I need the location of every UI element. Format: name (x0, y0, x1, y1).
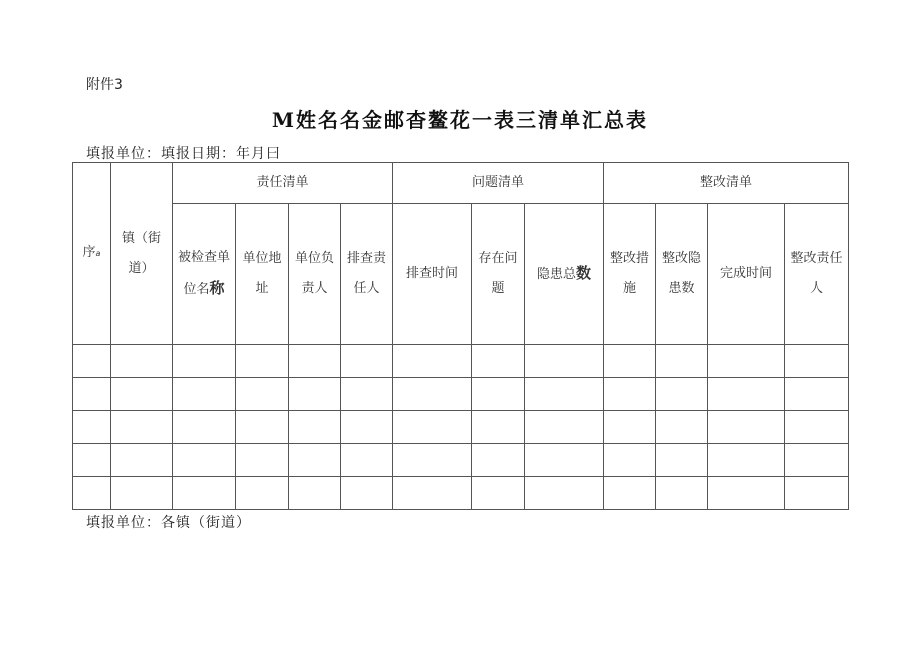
header-seq-suffix: a (95, 249, 101, 258)
table-cell[interactable] (785, 378, 849, 411)
header-inspected-unit-name-last: 称 (209, 279, 225, 297)
table-cell[interactable] (656, 345, 708, 378)
table-body (73, 345, 849, 510)
table-cell[interactable] (289, 378, 341, 411)
table-cell[interactable] (472, 378, 525, 411)
table-cell[interactable] (111, 477, 173, 510)
table-cell[interactable] (604, 444, 656, 477)
table-cell[interactable] (289, 444, 341, 477)
document-title: M姓名名金邮杳鳌花一表三清单汇总表 (271, 108, 649, 132)
table-cell[interactable] (708, 477, 785, 510)
table-cell[interactable] (708, 345, 785, 378)
header-group-rectification: 整改清单 (604, 163, 849, 204)
table-cell[interactable] (236, 477, 289, 510)
header-rectified-danger-count: 整改隐患数 (656, 204, 708, 345)
table-cell[interactable] (525, 444, 604, 477)
table-cell[interactable] (341, 477, 393, 510)
table-row (73, 411, 849, 444)
table-row (73, 444, 849, 477)
table-cell[interactable] (393, 345, 472, 378)
header-unit-address: 单位地址 (236, 204, 289, 345)
header-hidden-danger-total-last: 数 (576, 264, 592, 282)
table-cell[interactable] (393, 444, 472, 477)
header-completion-time: 完成时间 (708, 204, 785, 345)
table-cell[interactable] (236, 444, 289, 477)
table-cell[interactable] (111, 444, 173, 477)
header-row-groups (73, 163, 849, 204)
table-cell[interactable] (708, 378, 785, 411)
table-cell[interactable] (73, 444, 111, 477)
table-cell[interactable] (472, 444, 525, 477)
table-cell[interactable] (656, 477, 708, 510)
table-cell[interactable] (785, 411, 849, 444)
header-rectification-responsible: 整改责任人 (785, 204, 849, 345)
header-hidden-danger-total-text: 隐患总 (537, 267, 577, 282)
table-cell[interactable] (111, 378, 173, 411)
table-cell[interactable] (656, 411, 708, 444)
table-cell[interactable] (785, 477, 849, 510)
header-inspected-unit-name-text: 被检查单位名 (177, 250, 230, 297)
table-cell[interactable] (393, 477, 472, 510)
header-group-responsibility: 责任清单 (173, 163, 393, 204)
header-inspected-unit-name (173, 204, 236, 345)
header-seq-label: 序 (82, 245, 96, 260)
table-cell[interactable] (604, 477, 656, 510)
header-rectification-measures: 整改措施 (604, 204, 656, 345)
table-cell[interactable] (173, 378, 236, 411)
table-cell[interactable] (173, 444, 236, 477)
table-cell[interactable] (525, 411, 604, 444)
table-cell[interactable] (604, 411, 656, 444)
table-cell[interactable] (236, 345, 289, 378)
reporting-info-bottom: 填报单位：各镇（街道） (86, 515, 251, 531)
table-cell[interactable] (289, 411, 341, 444)
table-cell[interactable] (472, 411, 525, 444)
table-cell[interactable] (525, 378, 604, 411)
table-cell[interactable] (656, 444, 708, 477)
table-cell[interactable] (289, 477, 341, 510)
table-cell[interactable] (341, 378, 393, 411)
header-row-columns (73, 204, 849, 345)
table-cell[interactable] (525, 345, 604, 378)
table-cell[interactable] (472, 477, 525, 510)
table-cell[interactable] (708, 444, 785, 477)
table-cell[interactable] (236, 411, 289, 444)
table-cell[interactable] (341, 345, 393, 378)
table-row (73, 378, 849, 411)
table-cell[interactable] (525, 477, 604, 510)
table-cell[interactable] (111, 345, 173, 378)
table-cell[interactable] (393, 378, 472, 411)
table-cell[interactable] (73, 378, 111, 411)
table-cell[interactable] (656, 378, 708, 411)
table-cell[interactable] (289, 345, 341, 378)
table-cell[interactable] (236, 378, 289, 411)
table-cell[interactable] (173, 345, 236, 378)
header-town: 镇（街道） (111, 163, 173, 345)
header-inspection-time: 排查时间 (393, 204, 472, 345)
table-cell[interactable] (604, 345, 656, 378)
table-cell[interactable] (173, 477, 236, 510)
table-cell[interactable] (73, 411, 111, 444)
table-cell[interactable] (341, 411, 393, 444)
table-cell[interactable] (111, 411, 173, 444)
table-cell[interactable] (785, 345, 849, 378)
table-cell[interactable] (73, 345, 111, 378)
header-existing-problems: 存在问题 (472, 204, 525, 345)
header-group-problem: 问题清单 (393, 163, 604, 204)
table-row (73, 345, 849, 378)
table-cell[interactable] (393, 411, 472, 444)
table-cell[interactable] (604, 378, 656, 411)
table-row (73, 477, 849, 510)
header-inspection-responsible: 排查责任人 (341, 204, 393, 345)
header-seq (73, 163, 111, 345)
header-hidden-danger-total (525, 204, 604, 345)
header-unit-person-in-charge: 单位负责人 (289, 204, 341, 345)
table-cell[interactable] (785, 444, 849, 477)
table-cell[interactable] (708, 411, 785, 444)
reporting-info-top: 填报单位：填报日期：年月曰 (86, 146, 281, 162)
attachment-label: 附件3 (86, 77, 123, 93)
table-cell[interactable] (472, 345, 525, 378)
table-cell[interactable] (173, 411, 236, 444)
table-cell[interactable] (73, 477, 111, 510)
summary-table (72, 162, 849, 510)
table-cell[interactable] (341, 444, 393, 477)
